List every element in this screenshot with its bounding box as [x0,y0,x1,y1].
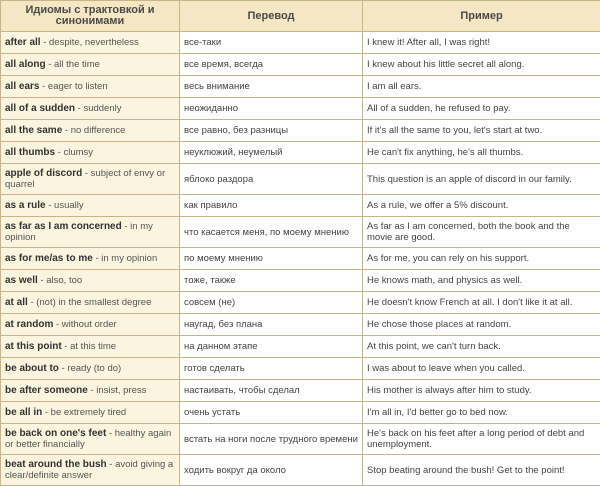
table-row [1,270,600,292]
table-row [1,142,600,164]
idiom-cell [1,455,180,486]
table-row [1,455,600,486]
idiom-term: beat around the bush [5,459,107,470]
translation-cell: готов сделать [180,358,363,380]
idiom-term: as well [5,275,38,286]
table-row [1,120,600,142]
idiom-cell [1,164,180,195]
example-cell: I knew about his little secret all along. [363,54,600,76]
example-cell: He's back on his feet after a long period of debt and unemployment. [363,424,600,455]
example-cell: This question is an apple of discord in our family. [363,164,600,195]
example-cell: I knew it! After all, I was right! [363,32,600,54]
idiom-term: be back on one's feet [5,428,106,439]
example-cell: At this point, we can't turn back. [363,336,600,358]
table-row [1,164,600,195]
example-cell: As far as I am concerned, both the book and the movie are good. [363,217,600,248]
table-row [1,292,600,314]
idiom-term: all thumbs [5,147,55,158]
idiom-cell [1,32,180,54]
idiom-definition: - clumsy [55,147,93,158]
idiom-definition: - ready (to do) [59,363,121,374]
idiom-cell [1,120,180,142]
translation-cell: на данном этапе [180,336,363,358]
translation-cell: очень устать [180,402,363,424]
idiom-term: as for me/as to me [5,253,93,264]
translation-cell: неуклюжий, неумелый [180,142,363,164]
idiom-definition: - suddenly [75,103,121,114]
idiom-definition: - despite, nevertheless [41,37,139,48]
idiom-definition: - usually [46,200,84,211]
idiom-cell [1,142,180,164]
idiom-definition: - avoid giving a clear/definite answer [5,459,173,481]
table-row [1,402,600,424]
idiom-cell [1,54,180,76]
translation-cell: все время, всегда [180,54,363,76]
translation-cell: что касается меня, по моему мнению [180,217,363,248]
idiom-term: at all [5,297,28,308]
idiom-term: be after someone [5,385,88,396]
idiom-cell [1,402,180,424]
header-example: Пример [363,1,600,32]
idiom-term: all along [5,59,46,70]
idiom-definition: - at this time [62,341,116,352]
idiom-term: at this point [5,341,62,352]
translation-cell: настаивать, чтобы сделал [180,380,363,402]
example-cell: He knows math, and physics as well. [363,270,600,292]
idiom-cell [1,380,180,402]
table-row [1,358,600,380]
idiom-cell [1,248,180,270]
idiom-definition: - also, too [38,275,82,286]
idiom-term: all the same [5,125,62,136]
translation-cell: все равно, без разницы [180,120,363,142]
example-cell: Stop beating around the bush! Get to the point! [363,455,600,486]
idiom-definition: - subject of envy or quarrel [5,168,165,190]
translation-cell: наугад, без плана [180,314,363,336]
idiom-cell [1,424,180,455]
idiom-definition: - all the time [46,59,100,70]
header-idiom: Идиомы с трактовкой и синонимами [1,1,180,32]
example-cell: His mother is always after him to study. [363,380,600,402]
translation-cell: яблоко раздора [180,164,363,195]
table-row [1,32,600,54]
idiom-definition: - in my opinion [5,221,153,243]
table-row [1,76,600,98]
idiom-definition: - in my opinion [93,253,157,264]
example-cell: He chose those places at random. [363,314,600,336]
idiom-term: all of a sudden [5,103,75,114]
idiom-term: be all in [5,407,42,418]
example-cell: If it's all the same to you, let's start at two. [363,120,600,142]
header-row [1,1,600,32]
translation-cell: все-таки [180,32,363,54]
table-row [1,54,600,76]
translation-cell: неожиданно [180,98,363,120]
translation-cell: как правило [180,195,363,217]
table-row [1,314,600,336]
idiom-term: at random [5,319,53,330]
example-cell: All of a sudden, he refused to pay. [363,98,600,120]
idiom-term: be about to [5,363,59,374]
idiom-cell [1,314,180,336]
table-row [1,336,600,358]
idiom-definition: - insist, press [88,385,147,396]
idiom-cell [1,336,180,358]
header-translation: Перевод [180,1,363,32]
idiom-term: apple of discord [5,168,82,179]
idiom-cell [1,76,180,98]
idiom-term: as a rule [5,200,46,211]
idiom-term: as far as I am concerned [5,221,122,232]
idiom-cell [1,358,180,380]
idiom-cell [1,217,180,248]
table-row [1,248,600,270]
table-row [1,195,600,217]
example-cell: As for me, you can rely on his support. [363,248,600,270]
table-row [1,217,600,248]
table-row [1,424,600,455]
idiom-cell [1,98,180,120]
table-row [1,380,600,402]
translation-cell: тоже, также [180,270,363,292]
example-cell: He doesn't know French at all. I don't like it at all. [363,292,600,314]
idiom-term: all ears [5,81,39,92]
translation-cell: встать на ноги после трудного времени [180,424,363,455]
translation-cell: ходить вокруг да около [180,455,363,486]
idiom-definition: - without order [53,319,116,330]
idiom-definition: - (not) in the smallest degree [28,297,152,308]
idiom-definition: - eager to listen [39,81,107,92]
example-cell: I'm all in, I'd better go to bed now. [363,402,600,424]
idiom-definition: - healthy again or better financially [5,428,171,450]
translation-cell: совсем (не) [180,292,363,314]
idiom-cell [1,292,180,314]
idiom-cell [1,270,180,292]
idiom-definition: - no difference [62,125,125,136]
example-cell: He can't fix anything, he's all thumbs. [363,142,600,164]
idiom-cell [1,195,180,217]
translation-cell: весь внимание [180,76,363,98]
example-cell: I was about to leave when you called. [363,358,600,380]
example-cell: I am all ears. [363,76,600,98]
table-row [1,98,600,120]
translation-cell: по моему мнению [180,248,363,270]
idiom-term: after all [5,37,41,48]
idiom-definition: - be extremely tired [42,407,126,418]
example-cell: As a rule, we offer a 5% discount. [363,195,600,217]
